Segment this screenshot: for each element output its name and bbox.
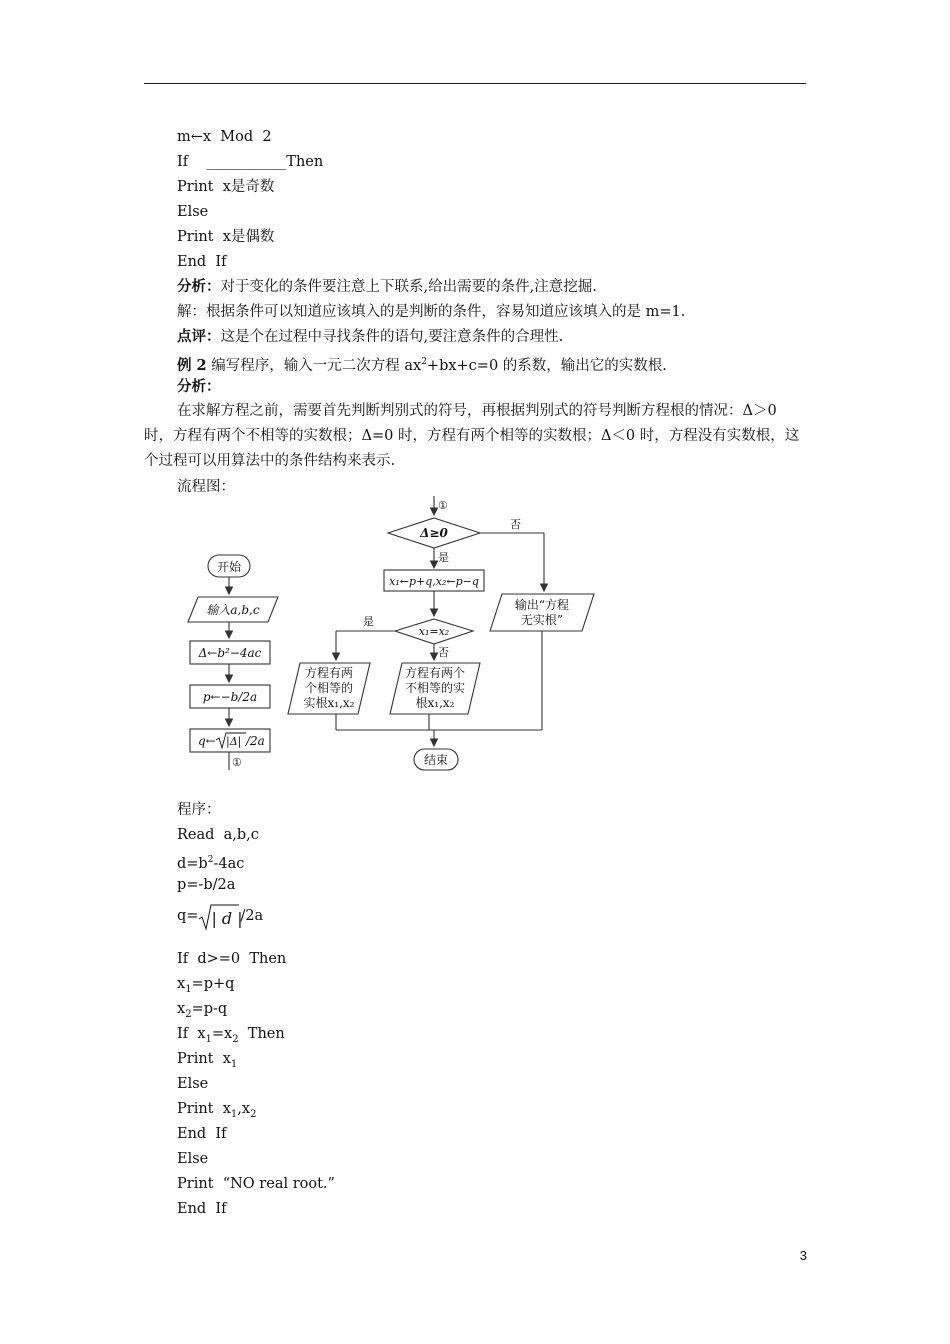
code-line: m←x Mod 2 [177,129,272,145]
input-label: 输入a,b,c [206,603,260,617]
code-line: $x_1=p+q$ [177,976,235,995]
comment-label: 点评： [177,328,221,345]
analysis-paragraph: 在求解方程之前，需要首先判断判别式的符号，再根据判别式的符号判断方程根的情况：Δ＞0 时，方程有两个不相等的实数根；Δ=0 时，方程有两个相等的实数根；Δ＜0 时，方程没有实数根，这个过程可以用算法中的条件结构来表示. [144,403,800,469]
code-line: Print x是偶数 [177,229,275,245]
flowchart-label: 流程图： [177,479,235,495]
yes2-label: 是 [363,615,374,628]
analysis-text: 对于变化的条件要注意上下联系,给出需要的条件,注意挖掘. [220,279,597,295]
code-line: p=-b/2a [177,877,236,893]
page-number: 3 [799,1248,807,1263]
analysis-1 [177,278,597,296]
program-label: 程序： [177,802,221,818]
out-unequal-3: 根x₁,x₂ [415,696,455,710]
connector-top: ① [438,499,448,512]
sqrt-radical: | d | [198,903,240,929]
analysis-2-label: 分析： [177,378,221,395]
code-line: Print $x_1,x_2$ [177,1101,257,1120]
code-line: $d=b^2-4ac$ [177,855,245,872]
out-none-1: 输出“方程 [514,598,570,612]
code-line: Else [177,204,209,220]
yes1-label: 是 [438,551,449,564]
comment-text: 这是个在过程中寻找条件的语句,要注意条件的合理性. [220,329,564,345]
connector-bottom: ① [232,756,242,769]
code-line: Print x是奇数 [177,179,275,195]
code-line: If d>=0 Then [177,951,287,967]
p-label: p←−b/2a [202,690,258,704]
decision2-label: x₁=x₂ [418,625,450,638]
start-label: 开始 [216,560,242,574]
code-line: If $x_1=x_2$ Then [177,1026,285,1045]
assign-label: x₁←p+q,x₂←p−q [389,575,479,588]
q-label-c: /2a [246,734,265,748]
code-line: End If [177,1126,227,1142]
q-label-b: |Δ| [226,735,242,748]
code-line: Else [177,1076,209,1092]
delta-label: Δ←b²−4ac [198,646,262,660]
comment-1 [177,328,563,346]
out-unequal-1: 方程有两个 [404,666,466,680]
example-label: 例 2 [177,356,207,374]
code-line: Print $x_1$ [177,1051,238,1070]
no1-label: 否 [510,518,521,531]
code-line: $x_2=p-q$ [177,1001,228,1020]
out-unequal-2: 不相等的实 [404,681,466,695]
header-rule [144,83,806,84]
solution-1: 解：根据条件可以知道应该填入的是判断的条件，容易知道应该填入的是 m=1. [177,304,686,320]
code-line: If ___________Then [177,154,324,170]
code-line-sqrt: q= | d | /2a [177,903,263,929]
out-equal-2: 个相等的 [304,681,354,695]
out-equal-3: 实根x₁,x₂ [303,696,355,710]
out-equal-1: 方程有两 [304,666,354,680]
code-line: Else [177,1151,209,1167]
no2-label: 否 [438,646,449,659]
out-none-2: 无实根” [520,613,564,627]
q-label-a: q← [198,734,216,748]
analysis-label: 分析： [177,278,221,295]
end-label: 结束 [423,753,449,767]
decision1-label: Δ≥0 [420,526,448,540]
code-line: End If [177,1201,227,1217]
code-line: Read a,b,c [177,827,259,843]
code-line: Print “NO real root.” [177,1176,335,1192]
example-2: 例 2 编写程序，输入一元二次方程 $ax^2+bx+c=0$ 的系数，输出它的实数根. [177,356,667,374]
flowchart [170,490,610,780]
code-line: End If [177,254,227,270]
